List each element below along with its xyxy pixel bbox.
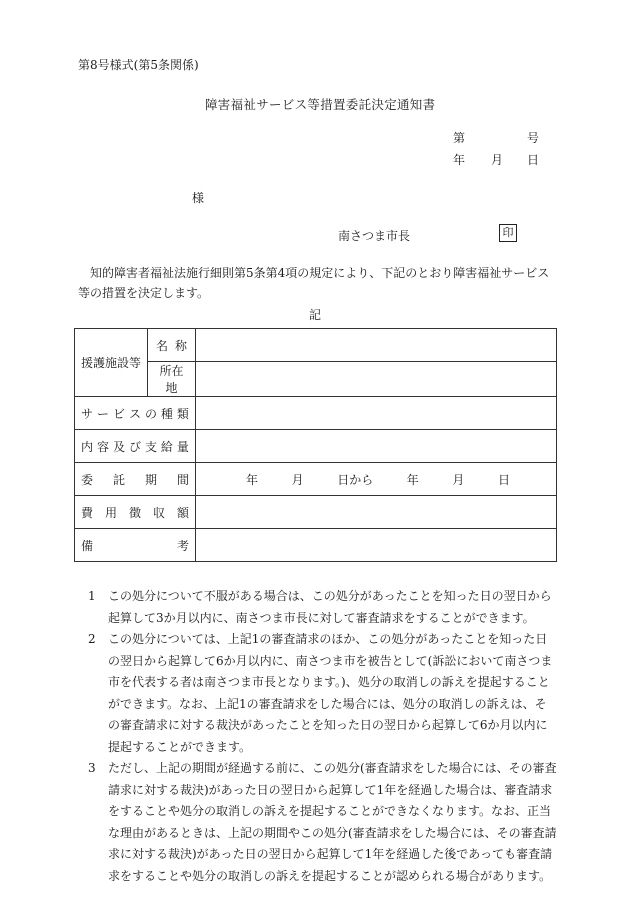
- fee-label: [75, 496, 196, 529]
- label-char: ビ: [112, 406, 125, 421]
- intro-paragraph: [78, 263, 558, 303]
- content-value-cell[interactable]: [196, 430, 557, 463]
- content-label: [75, 430, 196, 463]
- label-char: 用: [104, 505, 117, 520]
- addressee-suffix: 様: [192, 191, 205, 205]
- label-char: 費: [81, 505, 94, 520]
- name-label: [148, 329, 196, 362]
- note-item: [88, 586, 558, 629]
- label-char: 委: [81, 472, 94, 487]
- note-item: [88, 758, 558, 887]
- table-row-name: [75, 329, 557, 362]
- label-char: 給: [160, 439, 173, 454]
- period-label: [75, 463, 196, 496]
- note-number: 2: [88, 632, 96, 646]
- table-row-location: [75, 362, 557, 397]
- note-text: ただし、上記の期間が経過する前に、この処分(審査請求をした場合には、その審査請求に対する裁決)があった日の翌日から起算して1年を経過した場合は、審査請求をすることや処分の取消しの訴えを提起することができなくなります。なお、正当な理由があるときは、上記の期間やこの処分(審査請求をした場合には、その審査請求に対する裁決)があった日の翌日から起算して1年を経過した後であっても審査請求をすることや処分の取消しの訴えを提起することが認められる場合があります。: [108, 761, 557, 883]
- document-title: 障害福祉サービス等措置委託決定通知書: [205, 97, 436, 112]
- service-type-label: [75, 397, 196, 430]
- period-value-cell[interactable]: [196, 463, 557, 496]
- note-number: 1: [88, 589, 96, 603]
- name-label-char: 名: [156, 338, 169, 353]
- note-text: この処分について不服がある場合は、この処分があったことを知った日の翌日から起算して3か月以内に、南さつま市長に対して審査請求をすることができます。: [108, 589, 552, 625]
- location-label: 所在地: [148, 362, 196, 397]
- table-row-service-type: [75, 397, 557, 430]
- note-text: この処分については、上記1の審査請求のほか、この処分があったことを知った日の翌日から起算して6か月以内に、南さつま市を被告として(訴訟において南さつま市を代表する者は南さつま市長となります。)、処分の取消しの訴えを提起することができます。なお、上記1の審査請求をした場合には、処分の取消しの訴えは、その審査請求に対する裁決があったことを知った日の翌日から起算して6か月以内に提起することができます。: [108, 632, 553, 754]
- period-start-month: 月: [291, 472, 304, 487]
- label-char: 収: [152, 505, 165, 520]
- label-char: ス: [128, 406, 141, 421]
- period-end-day: 日: [497, 472, 510, 487]
- label-char: 種: [160, 406, 173, 421]
- facility-label: 援護施設等: [75, 329, 148, 397]
- note-number: 3: [88, 761, 96, 775]
- remarks-value-cell[interactable]: [196, 529, 557, 562]
- table-row-remarks: [75, 529, 557, 562]
- period-start-day: 日から: [337, 472, 374, 487]
- date-month: 月: [491, 153, 504, 167]
- period-start-year: 年: [246, 472, 259, 487]
- fee-value-cell[interactable]: [196, 496, 557, 529]
- label-char: 間: [176, 472, 189, 487]
- note-item: [88, 629, 558, 758]
- label-char: 及: [112, 439, 125, 454]
- table-row-fee: [75, 496, 557, 529]
- intro-text: 知的障害者福祉法施行細則第5条第4項の規定により、下記のとおり障害福祉サービス等の措置を決定します。: [78, 266, 550, 300]
- ki-heading: 記: [309, 308, 322, 322]
- issuer-name: 南さつま市長: [338, 229, 411, 243]
- label-char: 量: [176, 439, 189, 454]
- date-day: 日: [527, 153, 540, 167]
- label-char: 容: [96, 439, 109, 454]
- label-char: サ: [81, 406, 94, 421]
- doc-number-suffix: 号: [527, 131, 540, 145]
- remarks-label: [75, 529, 196, 562]
- name-label-char: 称: [174, 338, 187, 353]
- table-row-content: [75, 430, 557, 463]
- label-char: 備: [81, 538, 94, 553]
- period-end-year: 年: [406, 472, 419, 487]
- label-char: 類: [176, 406, 189, 421]
- label-char: 託: [112, 472, 125, 487]
- table-row-period: [75, 463, 557, 496]
- label-char: 内: [81, 439, 94, 454]
- service-type-value-cell[interactable]: [196, 397, 557, 430]
- period-end-month: 月: [452, 472, 465, 487]
- date-year: 年: [453, 153, 466, 167]
- label-char: 考: [176, 538, 189, 553]
- form-number: 第8号様式(第5条関係): [78, 58, 199, 72]
- details-table: [74, 328, 557, 562]
- label-char: 徴: [128, 505, 141, 520]
- doc-number-prefix: 第: [453, 131, 466, 145]
- label-char: ー: [96, 406, 109, 421]
- location-value-cell[interactable]: [196, 362, 557, 397]
- label-char: の: [144, 406, 157, 421]
- name-value-cell[interactable]: [196, 329, 557, 362]
- label-char: 期: [144, 472, 157, 487]
- label-char: 額: [176, 505, 189, 520]
- label-char: 支: [144, 439, 157, 454]
- notes-section: [88, 586, 558, 887]
- label-char: び: [128, 439, 141, 454]
- seal-stamp: 印: [499, 224, 517, 242]
